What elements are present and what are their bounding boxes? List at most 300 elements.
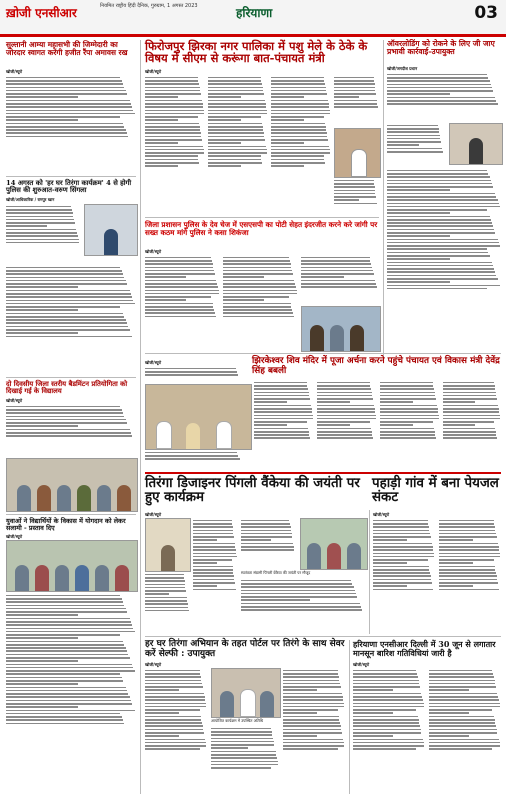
text-line [353, 742, 424, 744]
text-line [317, 382, 370, 384]
text-line [380, 431, 435, 433]
text-line [380, 437, 436, 439]
text-line [6, 416, 124, 418]
text-line [254, 392, 309, 394]
headline-s6: जिला प्रशासन पुलिस के देव चेज में एसएसपी का पोटी सेहत इंदरजीत करने करे जांगी पर सख्त कठम मांगे पुलिस ने कसा शिकंजा [145, 220, 378, 237]
text-line [223, 296, 289, 298]
text-line [6, 654, 128, 656]
body-s8-d [241, 578, 366, 632]
text-line [6, 700, 131, 702]
text-line [429, 722, 495, 724]
text-line [6, 303, 135, 305]
text-line [373, 559, 428, 561]
body-main-col4 [334, 75, 379, 125]
text-line [241, 593, 356, 595]
text-line [429, 699, 499, 701]
text-line [387, 103, 498, 105]
person-figure [17, 485, 31, 511]
text-line [145, 110, 204, 112]
text-line [193, 549, 236, 551]
text-line [193, 569, 233, 571]
text-line [208, 129, 263, 131]
text-line [6, 680, 123, 682]
text-line [387, 173, 488, 175]
body-s6-col2 [223, 255, 298, 350]
text-line [439, 526, 495, 528]
text-line [271, 126, 326, 128]
text-line [145, 722, 202, 724]
body-s2-continued [6, 265, 136, 375]
person-figure [310, 325, 324, 351]
body-s5 [387, 72, 501, 122]
body-s7-lead [145, 366, 248, 384]
text-line [211, 757, 277, 759]
text-line [6, 703, 132, 705]
person-figure [95, 565, 109, 591]
divider [145, 636, 501, 637]
text-line [6, 222, 75, 224]
body-s8-b [193, 518, 237, 632]
person-figure [327, 543, 341, 569]
text-line [283, 716, 339, 718]
body-s9-b [439, 518, 501, 632]
text-line [439, 539, 473, 541]
text-line [387, 128, 439, 130]
text-line [334, 77, 374, 79]
text-line [254, 398, 310, 400]
text-line [208, 159, 261, 161]
text-line [387, 242, 499, 244]
text-line [241, 596, 357, 598]
text-line [211, 764, 278, 766]
text-line [271, 77, 324, 79]
body-s11-b [429, 668, 501, 794]
text-line [208, 126, 263, 128]
text-line [6, 621, 131, 623]
text-line [6, 713, 120, 715]
text-line [283, 683, 340, 685]
text-line [380, 392, 435, 394]
text-line [254, 437, 310, 439]
text-line [380, 405, 437, 407]
text-line [208, 106, 266, 108]
text-line [208, 142, 241, 144]
text-line [6, 425, 78, 427]
body-s2 [6, 204, 80, 264]
text-line [241, 546, 294, 548]
text-line [429, 716, 494, 718]
text-line [145, 699, 205, 701]
text-line [145, 113, 204, 115]
text-line [317, 385, 370, 387]
text-line [429, 670, 492, 672]
text-line [373, 536, 431, 538]
text-line [6, 710, 135, 712]
text-line [193, 530, 233, 532]
text-line [254, 415, 313, 417]
text-line [283, 680, 339, 682]
text-line [145, 458, 240, 460]
text-line [373, 569, 429, 571]
text-line [353, 706, 424, 708]
text-line [145, 670, 200, 672]
text-line [443, 434, 496, 436]
text-line [6, 693, 128, 695]
text-line [334, 199, 359, 201]
text-line [301, 260, 370, 262]
text-line [6, 716, 122, 718]
text-line [241, 599, 310, 601]
text-line [223, 306, 291, 308]
text-line [145, 574, 184, 576]
person-figure [77, 485, 91, 511]
text-line [208, 132, 264, 134]
text-line [317, 401, 350, 403]
text-line [208, 80, 261, 82]
person-figure [115, 565, 129, 591]
text-line [317, 398, 373, 400]
text-line [283, 735, 317, 737]
text-line [145, 309, 214, 311]
text-line [145, 725, 203, 727]
text-line [6, 719, 123, 721]
text-line [208, 165, 241, 167]
text-line [241, 583, 352, 585]
text-line [6, 690, 127, 692]
text-line [6, 664, 132, 666]
body-s7-col5 [443, 380, 501, 470]
text-line [387, 285, 500, 287]
text-line [387, 84, 491, 86]
text-line [6, 309, 78, 311]
text-line [387, 229, 494, 231]
headline-s10: हर घर तिरंगा अभियान के तहत पोर्टल पर तिरंगे के साथ सेवर करें सेल्फी : उपायुक्त [145, 639, 345, 659]
text-line [145, 696, 205, 698]
text-line [283, 706, 344, 708]
text-line [193, 562, 217, 564]
text-line [380, 415, 439, 417]
text-line [387, 141, 441, 143]
byline-s5: खोजी/जगदीश प्रधान [387, 66, 418, 71]
text-line [334, 100, 377, 102]
photo-pingali [145, 518, 191, 572]
text-line [145, 374, 238, 376]
text-line [145, 165, 178, 167]
text-line [373, 562, 407, 564]
text-line [353, 689, 393, 691]
text-line [208, 87, 263, 89]
headline-s5: ऑवरलोडिंग को रोकने के लिए जी जाए प्रभावी कार्रवाई-उपायुक्त [387, 39, 495, 57]
text-line [373, 566, 429, 568]
text-line [271, 96, 304, 98]
text-line [317, 437, 373, 439]
text-line [208, 110, 267, 112]
text-line [387, 232, 495, 234]
text-line [145, 106, 203, 108]
body-main-col2 [208, 75, 268, 215]
page-number: 03 [474, 3, 498, 23]
text-line [317, 388, 371, 390]
text-line [241, 526, 291, 528]
text-line [6, 106, 132, 108]
text-line [439, 562, 473, 564]
divider [145, 353, 501, 354]
text-line [145, 123, 199, 125]
text-line [193, 556, 237, 558]
headline-s1: सुल्तानी आम्या महासभी की जिम्मेदारी का जोरदार स्वागत करेंगी हजीत रैंपा अमावस रख [6, 40, 128, 57]
person-figure [156, 421, 172, 449]
text-line [439, 572, 496, 574]
text-line [6, 614, 78, 616]
text-line [387, 189, 450, 191]
text-line [6, 412, 123, 414]
text-line [145, 280, 216, 282]
text-line [6, 119, 78, 121]
text-line [145, 316, 216, 318]
text-line [208, 155, 261, 157]
text-line [387, 275, 496, 277]
text-line [211, 744, 274, 746]
text-line [193, 575, 234, 577]
text-line [193, 520, 232, 522]
text-line [145, 260, 212, 262]
column-divider [349, 640, 350, 794]
text-line [223, 286, 296, 288]
text-line [6, 409, 122, 411]
text-line [353, 686, 420, 688]
body-main-col4b [334, 178, 379, 218]
text-line [211, 751, 276, 753]
text-line [429, 748, 492, 750]
text-line [334, 183, 374, 185]
text-line [334, 196, 376, 198]
text-line [145, 116, 198, 118]
text-line [283, 725, 341, 727]
text-line [271, 83, 325, 85]
text-line [443, 385, 495, 387]
text-line [271, 103, 329, 105]
text-line [6, 608, 126, 610]
text-line [353, 670, 416, 672]
text-line [6, 206, 71, 208]
text-line [254, 431, 309, 433]
text-line [443, 431, 496, 433]
text-line [283, 673, 338, 675]
text-line [387, 138, 440, 140]
text-line [6, 277, 124, 279]
text-line [193, 553, 236, 555]
text-line [283, 703, 344, 705]
text-line [334, 90, 375, 92]
text-line [301, 280, 375, 282]
text-line [145, 580, 185, 582]
text-line [387, 80, 490, 82]
text-line [208, 152, 267, 154]
text-line [6, 132, 127, 134]
text-line [353, 719, 419, 721]
text-line [387, 235, 450, 237]
text-line [223, 299, 264, 301]
text-line [145, 371, 237, 373]
text-line [6, 650, 127, 652]
text-line [193, 572, 233, 574]
text-line [6, 126, 124, 128]
text-line [439, 579, 497, 581]
text-line [145, 299, 186, 301]
text-line [334, 83, 375, 85]
text-line [443, 424, 475, 426]
text-line [145, 303, 213, 305]
text-line [6, 660, 78, 662]
text-line [6, 598, 122, 600]
text-line [241, 539, 271, 541]
text-line [208, 162, 262, 164]
text-line [429, 729, 497, 731]
text-line [271, 155, 324, 157]
text-line [208, 139, 265, 141]
text-line [334, 193, 375, 195]
text-line [145, 739, 205, 741]
text-line [6, 93, 127, 95]
text-line [145, 276, 186, 278]
text-line [254, 385, 307, 387]
text-line [6, 100, 130, 102]
text-line [241, 603, 360, 605]
text-line [271, 113, 330, 115]
text-line [301, 283, 376, 285]
text-line [271, 116, 324, 118]
text-line [353, 712, 393, 714]
text-line [334, 203, 377, 205]
masthead [0, 0, 506, 37]
text-line [387, 77, 488, 79]
body-s10-c [283, 668, 345, 794]
headline-s9: पहाड़ी गांव में बना पेयजल संकट [372, 475, 499, 506]
text-line [387, 199, 498, 201]
text-line [211, 761, 278, 763]
text-line [241, 590, 355, 592]
text-line [6, 723, 124, 725]
person-figure [186, 423, 200, 449]
text-line [223, 280, 294, 282]
text-line [380, 428, 434, 430]
text-line [271, 139, 328, 141]
text-line [211, 738, 273, 740]
text-line [145, 119, 178, 121]
text-line [439, 556, 500, 558]
text-line [241, 549, 294, 551]
text-line [6, 96, 78, 98]
text-line [271, 106, 329, 108]
text-line [145, 103, 203, 105]
byline-s7: खोजी/ब्यूरो [145, 360, 162, 365]
text-line [429, 725, 496, 727]
text-line [387, 248, 487, 250]
body-s1 [6, 75, 136, 173]
text-line [283, 676, 339, 678]
text-line [429, 680, 495, 682]
text-line [429, 689, 469, 691]
text-line [387, 222, 492, 224]
divider [6, 377, 136, 378]
body-s10-b [211, 726, 279, 794]
text-line [334, 106, 378, 108]
person-figure [307, 543, 321, 569]
text-line [429, 706, 500, 708]
text-line [443, 382, 494, 384]
text-line [271, 129, 326, 131]
text-line [380, 411, 438, 413]
text-line [387, 170, 487, 172]
headline-s3: दो दिवसीय जिला स्तरीय बैडमिंटन प्रतियोगिता को दिखाई गई के विद्यालय [6, 380, 128, 396]
text-line [145, 83, 199, 85]
text-line [145, 129, 200, 131]
text-line [145, 735, 179, 737]
text-line [211, 734, 272, 736]
headline-main: फिरोजपुर झिरका नगर पालिका में पशु मेले के ठेके के विषय में सीएम से करूंगा बात-पंचायत मंत्री [145, 39, 368, 66]
text-line [145, 600, 187, 602]
text-line [145, 706, 206, 708]
text-line [6, 316, 124, 318]
text-line [387, 206, 500, 208]
text-line [271, 93, 327, 95]
text-line [145, 603, 188, 605]
text-line [301, 267, 372, 269]
text-line [283, 696, 343, 698]
text-line [223, 290, 297, 292]
text-line [439, 533, 496, 535]
text-line [387, 278, 498, 280]
text-line [387, 186, 493, 188]
text-line [6, 306, 120, 308]
text-line [145, 267, 213, 269]
text-line [380, 408, 438, 410]
text-line [387, 252, 488, 254]
headline-s2: 14 अगस्त को 'हर घर तिरंगा कार्यक्रम' 4 से होगी पुलिस की शुरुआत-वरुण सिंगला [6, 179, 132, 195]
text-line [145, 312, 215, 314]
text-line [145, 597, 187, 599]
text-line [6, 667, 133, 669]
text-line [429, 693, 497, 695]
text-line [439, 589, 499, 591]
text-line [6, 647, 126, 649]
text-line [6, 322, 127, 324]
text-line [443, 405, 498, 407]
text-line [145, 673, 200, 675]
text-line [317, 424, 350, 426]
text-line [301, 257, 370, 259]
text-line [6, 83, 123, 85]
text-line [145, 296, 211, 298]
text-line [387, 245, 500, 247]
text-line [241, 580, 351, 582]
text-line [373, 582, 432, 584]
text-line [373, 523, 428, 525]
text-line [429, 683, 495, 685]
text-line [6, 605, 124, 607]
text-line [145, 368, 236, 370]
text-line [387, 212, 450, 214]
text-line [241, 543, 293, 545]
body-s3 [6, 404, 136, 456]
text-line [283, 729, 341, 731]
text-line [271, 136, 327, 138]
text-line [439, 582, 498, 584]
text-line [443, 395, 496, 397]
text-line [6, 432, 131, 434]
person-figure [57, 485, 71, 511]
text-line [6, 219, 74, 221]
